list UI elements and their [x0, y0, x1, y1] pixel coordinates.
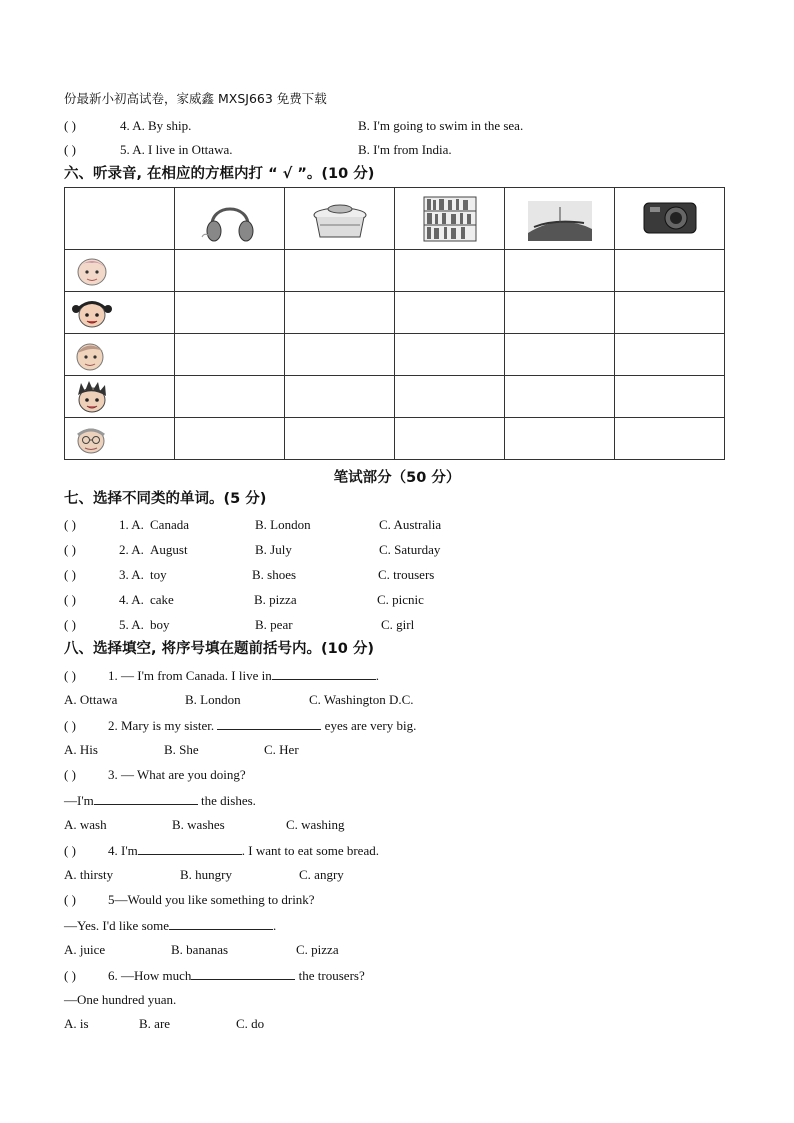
watermark-text: 份最新小初高试卷，家威鑫 MXSJ663 免费下载 — [64, 91, 327, 106]
row-1-avatar-cell — [65, 250, 175, 292]
s8-q4: ( ) 4. I'm . I want to eat some bread. — [64, 843, 379, 858]
answer-blank[interactable] — [169, 917, 273, 930]
s8-q6-reply: —One hundred yuan. — [64, 992, 177, 1007]
row-2-avatar-cell — [65, 292, 175, 334]
grid-row-3 — [65, 334, 725, 376]
answer-blank[interactable] — [191, 967, 295, 980]
boat-cell — [505, 188, 615, 250]
row-4-avatar-cell — [65, 376, 175, 418]
s8-q6: ( ) 6. —How much the trousers? — [64, 968, 365, 983]
s8-q2: ( ) 2. Mary is my sister. eyes are very big. — [64, 718, 417, 733]
section-6-title: 六、听录音, 在相应的方框内打 “ √ ”。(10 分) — [64, 166, 375, 182]
section-7-title: 七、选择不同类的单词。(5 分) — [64, 491, 267, 507]
headphones-icon — [194, 193, 266, 245]
s8-q1: ( ) 1. — I'm from Canada. I live in . — [64, 668, 379, 683]
grid-row-1 — [65, 250, 725, 292]
boat-icon — [524, 193, 596, 245]
tick-grid — [64, 187, 725, 460]
bookshelf-cell — [395, 188, 505, 250]
old-man-face-icon — [69, 421, 115, 457]
headphones-cell — [175, 188, 285, 250]
answer-blank[interactable] — [138, 842, 242, 855]
row-3-avatar-cell — [65, 334, 175, 376]
answer-blank[interactable] — [94, 792, 198, 805]
s8-q3-reply: —I'm the dishes. — [64, 793, 256, 808]
camera-cell — [615, 188, 725, 250]
boy-face-icon — [69, 337, 115, 373]
answer-blank[interactable] — [217, 717, 321, 730]
s8-q5: ( ) 5—Would you like something to drink? — [64, 892, 315, 907]
girl-face-icon — [69, 253, 115, 289]
grid-header-row — [65, 188, 725, 250]
boy-spiky-face-icon — [69, 379, 115, 415]
cake-cell — [285, 188, 395, 250]
camera-icon — [638, 193, 702, 245]
cake-icon — [304, 193, 376, 245]
s8-q5-reply: —Yes. I'd like some . — [64, 918, 277, 933]
section-8-title: 八、选择填空, 将序号填在题前括号内。(10 分) — [64, 641, 375, 657]
row-5-avatar-cell — [65, 418, 175, 460]
written-part-heading: 笔试部分（50 分） — [333, 470, 461, 486]
grid-row-5 — [65, 418, 725, 460]
grid-corner-cell — [65, 188, 175, 250]
grid-row-4 — [65, 376, 725, 418]
bookshelf-icon — [418, 193, 482, 245]
grid-row-2 — [65, 292, 725, 334]
exam-page: 份最新小初高试卷，家威鑫 MXSJ663 免费下载 ( ) 4. A. By ship. B. I'm going to swim in the sea. ( ) 5. A. I live in Ottawa. B. I'm from India. 六、听录音, 在相应的方框内打 “ √ ”。(10 分) 笔试部分（50 分） 七、选择不同类的单词。(5 分) ( ) 1. A. Canada B. London C. Australia ( ) 2. A. August B. July C. Saturday ( ) 3. A. toy B. shoes C. trousers ( ) 4. A. cake B. pizza C. picnic ( ) 5. A. boy B. pear C. girl 八、选择填空, 将序号填在题前括号内。(10 分) ( ) 1. — I'm from Canada. I live in . A. Ottawa B. London C. Washington D.C. ( ) 2. Mary is my sister. eyes are very big. A. His B. She C. Her ( ) 3. — What are you doing? —I'm the dishes. A. wash B. washes C. washing ( ) 4. I'm . I want to eat some bread. A. thirsty B. hungry C. angry ( ) 5—Would you like something to drink? —Yes. I'd like some . A. juice B. bananas C. pizza ( ) 6. —How much the trousers? —One hundred yuan. A. is B. are C. do — [0, 0, 794, 1123]
girl-pigtails-face-icon — [69, 295, 115, 331]
answer-blank[interactable] — [272, 667, 376, 680]
s8-q3: ( ) 3. — What are you doing? — [64, 767, 246, 782]
